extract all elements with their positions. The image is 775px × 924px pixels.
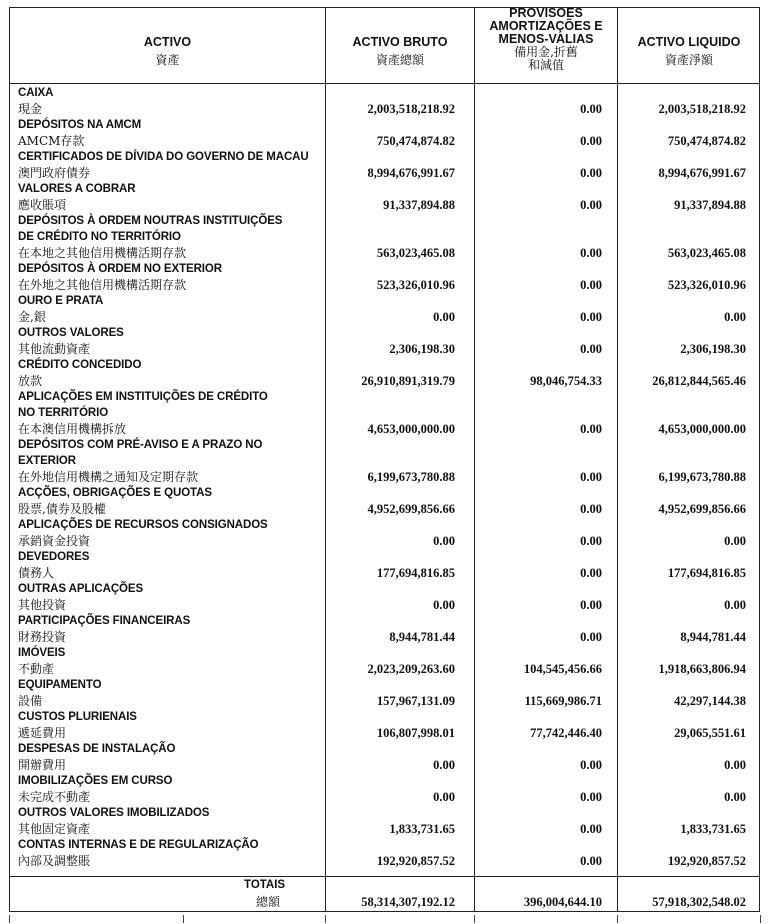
row-label-pt: IMÓVEIS (18, 647, 66, 659)
row-value-liquido: 8,994,676,991.67 (658, 166, 746, 180)
column-divider-1 (325, 7, 326, 912)
column-divider-2 (474, 7, 475, 912)
row-value-liquido: 26,812,844,565.46 (652, 374, 746, 388)
row-value-liquido: 29,065,551.61 (674, 726, 746, 740)
row-value-provisoes: 0.00 (580, 310, 602, 324)
row-label-zh: 債務人 (18, 566, 55, 580)
row-label-zh: 現金 (18, 102, 43, 116)
row-value-provisoes: 0.00 (580, 854, 602, 868)
tick-mark (9, 915, 10, 923)
row-label-pt: DESPESAS DE INSTALAÇÃO (18, 743, 176, 755)
row-label-pt: EXTERIOR (18, 455, 76, 467)
row-label-pt: ACÇÕES, OBRIGAÇÕES E QUOTAS (18, 487, 212, 499)
row-value-liquido: 42,297,144.38 (674, 694, 746, 708)
row-value-liquido: 523,326,010.96 (667, 278, 746, 292)
row-value-provisoes: 0.00 (580, 422, 602, 436)
row-label-zh: 在本地之其他信用機構活期存款 (18, 246, 187, 260)
row-value-provisoes: 0.00 (580, 822, 602, 836)
row-value-liquido: 563,023,465.08 (667, 246, 746, 260)
header-provisoes-pt-1: PROVISOES (509, 6, 583, 20)
header-liquido-pt: ACTIVO LIQUIDO (637, 35, 741, 49)
row-label-zh: 承銷資金投資 (18, 534, 91, 548)
row-label-pt: OUTROS VALORES IMOBILIZADOS (18, 807, 210, 819)
row-value-bruto: 563,023,465.08 (376, 246, 455, 260)
row-label-pt: DE CRÉDITO NO TERRITÓRIO (18, 231, 181, 243)
header-liquido (618, 36, 760, 67)
row-label-pt: PARTICIPAÇÕES FINANCEIRAS (18, 615, 191, 627)
row-value-liquido: 177,694,816.85 (667, 566, 746, 580)
row-value-provisoes: 0.00 (580, 102, 602, 116)
row-label-zh: 遞延費用 (18, 726, 67, 740)
totals-label-pt: TOTAIS (244, 879, 286, 891)
row-label-zh: 澳門政府債券 (18, 166, 91, 180)
row-value-bruto: 0.00 (433, 790, 455, 804)
row-label-pt: CERTIFICADOS DE DÍVIDA DO GOVERNO DE MACAU (18, 151, 309, 163)
row-value-provisoes: 115,669,986.71 (524, 694, 602, 708)
row-value-liquido: 0.00 (724, 534, 746, 548)
row-value-provisoes: 0.00 (580, 758, 602, 772)
row-value-bruto: 0.00 (433, 598, 455, 612)
row-value-liquido: 750,474,874.82 (667, 134, 746, 148)
row-value-liquido: 0.00 (724, 758, 746, 772)
header-activo-pt: ACTIVO (143, 35, 192, 49)
row-value-provisoes: 0.00 (580, 278, 602, 292)
row-value-bruto: 8,944,781.44 (389, 630, 455, 644)
row-label-zh: 財務投資 (18, 630, 67, 644)
row-label-pt: OURO E PRATA (18, 295, 104, 307)
header-provisoes-pt-2: AMORTIZAÇÕES E (489, 19, 603, 33)
row-label-zh: 其他固定資產 (18, 822, 91, 836)
column-divider-3 (617, 7, 618, 912)
header-divider (9, 83, 760, 84)
row-label-zh: 在本澳信用機構拆放 (18, 422, 127, 436)
row-value-provisoes: 0.00 (580, 134, 602, 148)
row-label-pt: EQUIPAMENTO (18, 679, 102, 691)
totals-bruto: 58,314,307,192.12 (361, 895, 455, 909)
header-provisoes (475, 7, 617, 72)
row-label-pt: DEPÓSITOS À ORDEM NO EXTERIOR (18, 263, 222, 275)
row-label-pt: DEPÓSITOS COM PRÉ-AVISO E A PRAZO NO (18, 439, 263, 451)
row-value-bruto: 2,023,209,263.60 (367, 662, 455, 676)
row-label-zh: 設備 (18, 694, 43, 708)
totals-provisoes: 396,004,644.10 (523, 895, 602, 909)
row-value-provisoes: 0.00 (580, 166, 602, 180)
row-label-pt: CUSTOS PLURIENAIS (18, 711, 137, 723)
row-value-provisoes: 0.00 (580, 470, 602, 484)
row-label-pt: CONTAS INTERNAS E DE REGULARIZAÇÃO (18, 839, 259, 851)
row-label-pt: VALORES A COBRAR (18, 183, 136, 195)
row-value-liquido: 1,918,663,806.94 (658, 662, 746, 676)
row-value-liquido: 91,337,894.88 (674, 198, 746, 212)
row-value-bruto: 750,474,874.82 (376, 134, 455, 148)
row-value-bruto: 91,337,894.88 (383, 198, 455, 212)
row-value-provisoes: 0.00 (580, 342, 602, 356)
tick-mark (760, 915, 761, 923)
row-label-zh: 未完成不動產 (18, 790, 91, 804)
row-value-bruto: 157,967,131.09 (376, 694, 455, 708)
row-value-liquido: 4,952,699,856.66 (658, 502, 746, 516)
row-value-bruto: 106,807,998.01 (376, 726, 455, 740)
row-label-pt: OUTROS VALORES (18, 327, 124, 339)
row-label-zh: 其他流動資產 (18, 342, 91, 356)
header-liquido-zh: 資產淨額 (664, 53, 713, 67)
row-value-liquido: 4,653,000,000.00 (658, 422, 746, 436)
row-value-provisoes: 0.00 (580, 198, 602, 212)
row-value-liquido: 0.00 (724, 790, 746, 804)
row-value-bruto: 1,833,731.65 (389, 822, 455, 836)
tick-mark (325, 915, 326, 923)
row-label-pt: CAIXA (18, 87, 54, 99)
row-value-provisoes: 104,545,456.66 (523, 662, 602, 676)
row-label-pt: APLICAÇÕES EM INSTITUIÇÕES DE CRÉDITO (18, 391, 268, 403)
row-value-provisoes: 0.00 (580, 598, 602, 612)
tick-mark (617, 915, 618, 923)
row-label-pt: DEVEDORES (18, 551, 90, 563)
row-label-pt: OUTRAS APLICAÇÕES (18, 583, 144, 595)
row-value-liquido: 0.00 (724, 598, 746, 612)
row-value-liquido: 6,199,673,780.88 (658, 470, 746, 484)
row-value-bruto: 4,952,699,856.66 (367, 502, 455, 516)
row-value-bruto: 8,994,676,991.67 (367, 166, 455, 180)
header-provisoes-pt-3: MENOS-VALIAS (498, 32, 594, 46)
row-label-zh: 在外地信用機構之通知及定期存款 (18, 470, 199, 484)
row-label-pt: DEPÓSITOS À ORDEM NOUTRAS INSTITUIÇÕES (18, 215, 283, 227)
row-value-liquido: 2,003,518,218.92 (658, 102, 746, 116)
row-value-provisoes: 0.00 (580, 566, 602, 580)
row-label-zh: 應收賬項 (18, 198, 67, 212)
row-label-zh: 在外地之其他信用機構活期存款 (18, 278, 187, 292)
tick-mark (474, 915, 475, 923)
row-value-provisoes: 77,742,446.40 (530, 726, 602, 740)
header-bruto-zh: 資產總額 (375, 53, 424, 67)
row-value-bruto: 0.00 (433, 758, 455, 772)
row-value-bruto: 6,199,673,780.88 (367, 470, 455, 484)
row-value-bruto: 26,910,891,319.79 (361, 374, 455, 388)
row-value-bruto: 2,003,518,218.92 (367, 102, 455, 116)
row-value-bruto: 523,326,010.96 (376, 278, 455, 292)
row-value-liquido: 8,944,781.44 (680, 630, 746, 644)
row-label-zh: 開辦費用 (18, 758, 67, 772)
header-bruto (326, 36, 474, 67)
row-value-liquido: 1,833,731.65 (680, 822, 746, 836)
row-value-provisoes: 0.00 (580, 790, 602, 804)
row-label-zh: AMCM存款 (18, 134, 85, 148)
tick-mark (183, 915, 184, 923)
header-provisoes-zh-1: 備用金,折舊 (514, 45, 578, 59)
row-label-zh: 股票,債券及股權 (18, 502, 106, 516)
header-activo (10, 36, 325, 67)
row-label-zh: 不動產 (18, 662, 55, 676)
row-label-pt: IMOBILIZAÇÕES EM CURSO (18, 775, 173, 787)
row-label-pt: CRÉDITO CONCEDIDO (18, 359, 142, 371)
row-value-liquido: 192,920,857.52 (667, 854, 746, 868)
row-value-liquido: 2,306,198.30 (680, 342, 746, 356)
row-value-provisoes: 0.00 (580, 534, 602, 548)
header-activo-zh: 資產 (155, 53, 180, 67)
row-label-pt: NO TERRITÓRIO (18, 407, 109, 419)
header-provisoes-zh-2: 和減值 (527, 58, 564, 72)
row-value-liquido: 0.00 (724, 310, 746, 324)
row-value-provisoes: 98,046,754.33 (530, 374, 602, 388)
row-value-bruto: 0.00 (433, 534, 455, 548)
row-value-provisoes: 0.00 (580, 502, 602, 516)
row-label-pt: DEPÓSITOS NA AMCM (18, 119, 142, 131)
row-label-pt: APLICAÇÕES DE RECURSOS CONSIGNADOS (18, 519, 268, 531)
row-value-bruto: 2,306,198.30 (389, 342, 455, 356)
row-value-bruto: 192,920,857.52 (376, 854, 455, 868)
header-bruto-pt: ACTIVO BRUTO (352, 35, 448, 49)
totals-liquido: 57,918,302,548.02 (652, 895, 746, 909)
row-value-bruto: 177,694,816.85 (376, 566, 455, 580)
totals-divider (9, 876, 760, 877)
row-value-bruto: 0.00 (433, 310, 455, 324)
row-label-zh: 放款 (18, 374, 43, 388)
row-value-bruto: 4,653,000,000.00 (367, 422, 455, 436)
row-value-provisoes: 0.00 (580, 246, 602, 260)
totals-label-zh: 總額 (256, 895, 281, 909)
row-label-zh: 金,銀 (18, 310, 46, 324)
row-label-zh: 內部及調整賬 (18, 854, 91, 868)
row-label-zh: 其他投資 (18, 598, 67, 612)
row-value-provisoes: 0.00 (580, 630, 602, 644)
